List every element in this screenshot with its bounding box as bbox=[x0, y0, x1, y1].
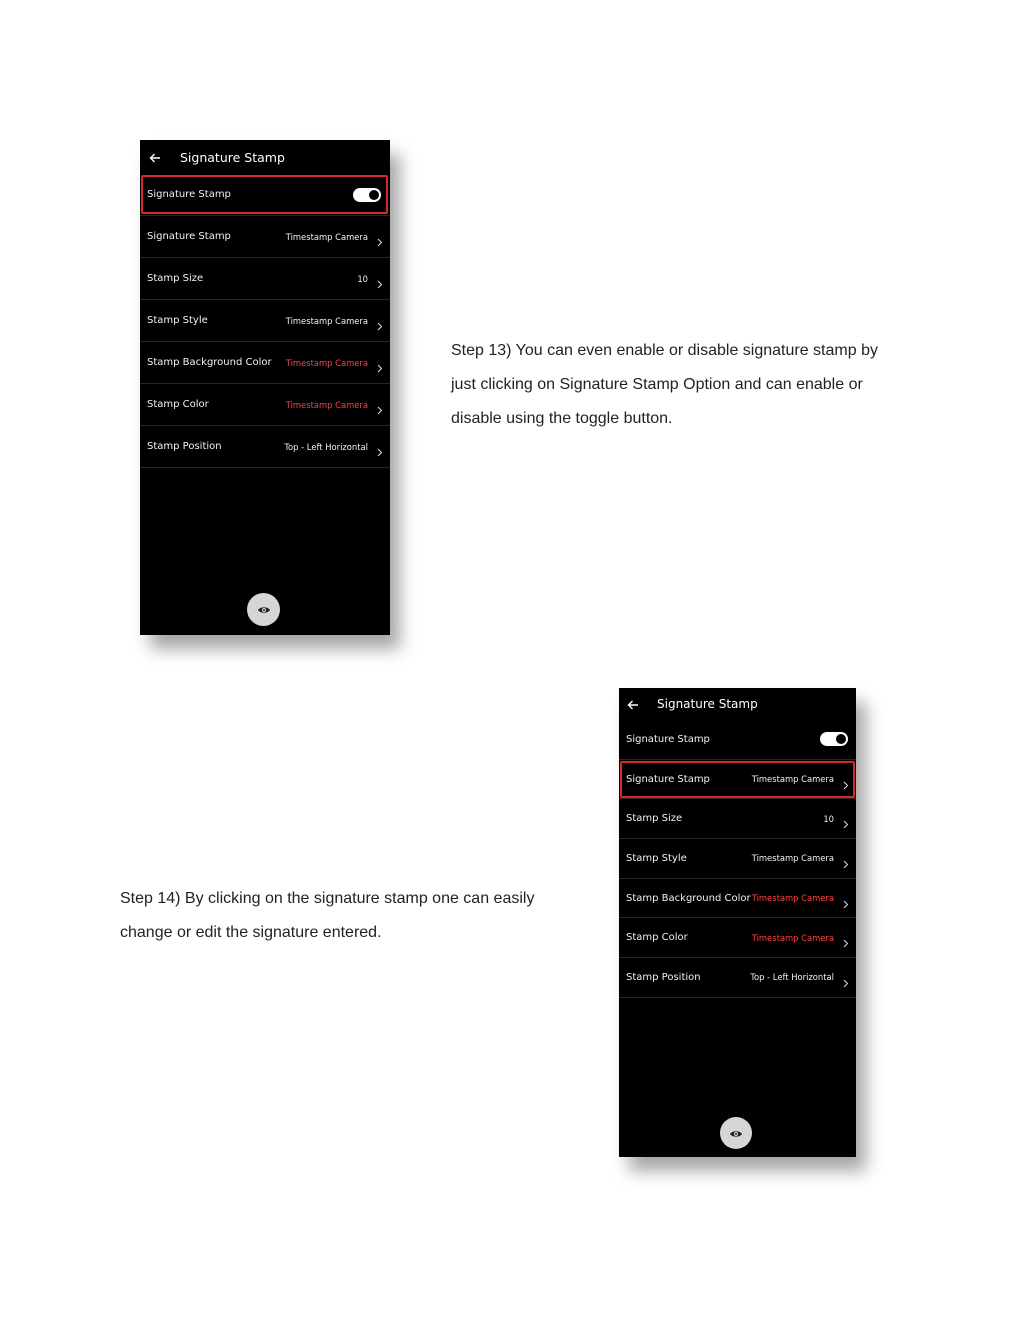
stamp-color-row[interactable] bbox=[140, 384, 390, 426]
row-label: Stamp Size bbox=[147, 273, 204, 284]
row-label: Stamp Color bbox=[147, 399, 209, 410]
row-value: 10 bbox=[823, 813, 834, 824]
signature-stamp-toggle-row[interactable] bbox=[140, 174, 390, 216]
row-label: Stamp Size bbox=[626, 813, 683, 825]
row-label: Stamp Background Color bbox=[147, 357, 272, 368]
preview-button[interactable] bbox=[247, 593, 280, 626]
row-label: Signature Stamp bbox=[626, 773, 710, 785]
text-line: change or edit the signature entered. bbox=[120, 924, 382, 941]
arrow-left-icon[interactable] bbox=[626, 697, 640, 711]
toggle-knob bbox=[836, 734, 846, 744]
chevron-right-icon bbox=[842, 973, 849, 982]
text-line: Step 13) You can even enable or disable signature stamp by bbox=[451, 342, 878, 359]
row-label: Signature Stamp bbox=[147, 231, 231, 242]
preview-button[interactable] bbox=[720, 1117, 752, 1149]
row-label: Signature Stamp bbox=[147, 189, 231, 200]
text-line: just clicking on Signature Stamp Option and can enable or bbox=[451, 376, 863, 393]
phone-screenshot-step13 bbox=[140, 140, 390, 635]
chevron-right-icon bbox=[842, 775, 849, 784]
chevron-right-icon bbox=[842, 814, 849, 823]
phone-screenshot-step14 bbox=[619, 688, 856, 1157]
stamp-size-row[interactable] bbox=[619, 799, 856, 839]
signature-stamp-row[interactable] bbox=[140, 216, 390, 258]
text-line: disable using the toggle button. bbox=[451, 410, 673, 427]
stamp-position-row[interactable] bbox=[619, 958, 856, 998]
stamp-size-row[interactable] bbox=[140, 258, 390, 300]
row-value: Timestamp Camera bbox=[285, 315, 368, 326]
step-13-text bbox=[451, 334, 921, 436]
row-value: Timestamp Camera bbox=[751, 893, 834, 904]
arrow-left-icon[interactable] bbox=[148, 150, 162, 164]
toggle-knob bbox=[369, 190, 379, 200]
row-value: Top - Left Horizontal bbox=[284, 441, 368, 452]
row-label: Stamp Style bbox=[626, 852, 687, 864]
row-value: Timestamp Camera bbox=[751, 932, 834, 943]
chevron-right-icon bbox=[842, 854, 849, 863]
chevron-right-icon bbox=[842, 894, 849, 903]
row-label: Stamp Position bbox=[147, 441, 222, 452]
chevron-right-icon bbox=[376, 400, 383, 409]
row-value: Top - Left Horizontal bbox=[750, 972, 834, 983]
app-bar bbox=[140, 140, 390, 174]
row-value: Timestamp Camera bbox=[751, 853, 834, 864]
chevron-right-icon bbox=[376, 232, 383, 241]
signature-stamp-toggle[interactable] bbox=[820, 732, 848, 746]
signature-stamp-toggle-row[interactable] bbox=[619, 720, 856, 760]
row-label: Stamp Position bbox=[626, 971, 701, 983]
page-title: Signature Stamp bbox=[180, 149, 285, 165]
row-label: Stamp Background Color bbox=[626, 892, 751, 904]
eye-icon bbox=[729, 1124, 743, 1143]
chevron-right-icon bbox=[376, 442, 383, 451]
chevron-right-icon bbox=[842, 933, 849, 942]
row-value: Timestamp Camera bbox=[285, 231, 368, 242]
signature-stamp-toggle[interactable] bbox=[353, 188, 381, 202]
text-line: Step 14) By clicking on the signature stamp one can easily bbox=[120, 890, 535, 907]
eye-icon bbox=[257, 600, 271, 619]
stamp-background-color-row[interactable] bbox=[619, 879, 856, 919]
stamp-style-row[interactable] bbox=[619, 839, 856, 879]
row-value: 10 bbox=[357, 273, 368, 284]
row-label: Stamp Color bbox=[626, 932, 688, 944]
stamp-color-row[interactable] bbox=[619, 918, 856, 958]
stamp-style-row[interactable] bbox=[140, 300, 390, 342]
page-title: Signature Stamp bbox=[657, 697, 758, 711]
app-bar bbox=[619, 688, 856, 720]
row-value: Timestamp Camera bbox=[751, 774, 834, 785]
stamp-background-color-row[interactable] bbox=[140, 342, 390, 384]
row-value: Timestamp Camera bbox=[285, 399, 368, 410]
row-value: Timestamp Camera bbox=[285, 357, 368, 368]
chevron-right-icon bbox=[376, 316, 383, 325]
chevron-right-icon bbox=[376, 358, 383, 367]
row-label: Signature Stamp bbox=[626, 733, 710, 745]
signature-stamp-row[interactable] bbox=[619, 760, 856, 800]
step-14-text bbox=[120, 882, 580, 950]
stamp-position-row[interactable] bbox=[140, 426, 390, 468]
row-label: Stamp Style bbox=[147, 315, 208, 326]
chevron-right-icon bbox=[376, 274, 383, 283]
